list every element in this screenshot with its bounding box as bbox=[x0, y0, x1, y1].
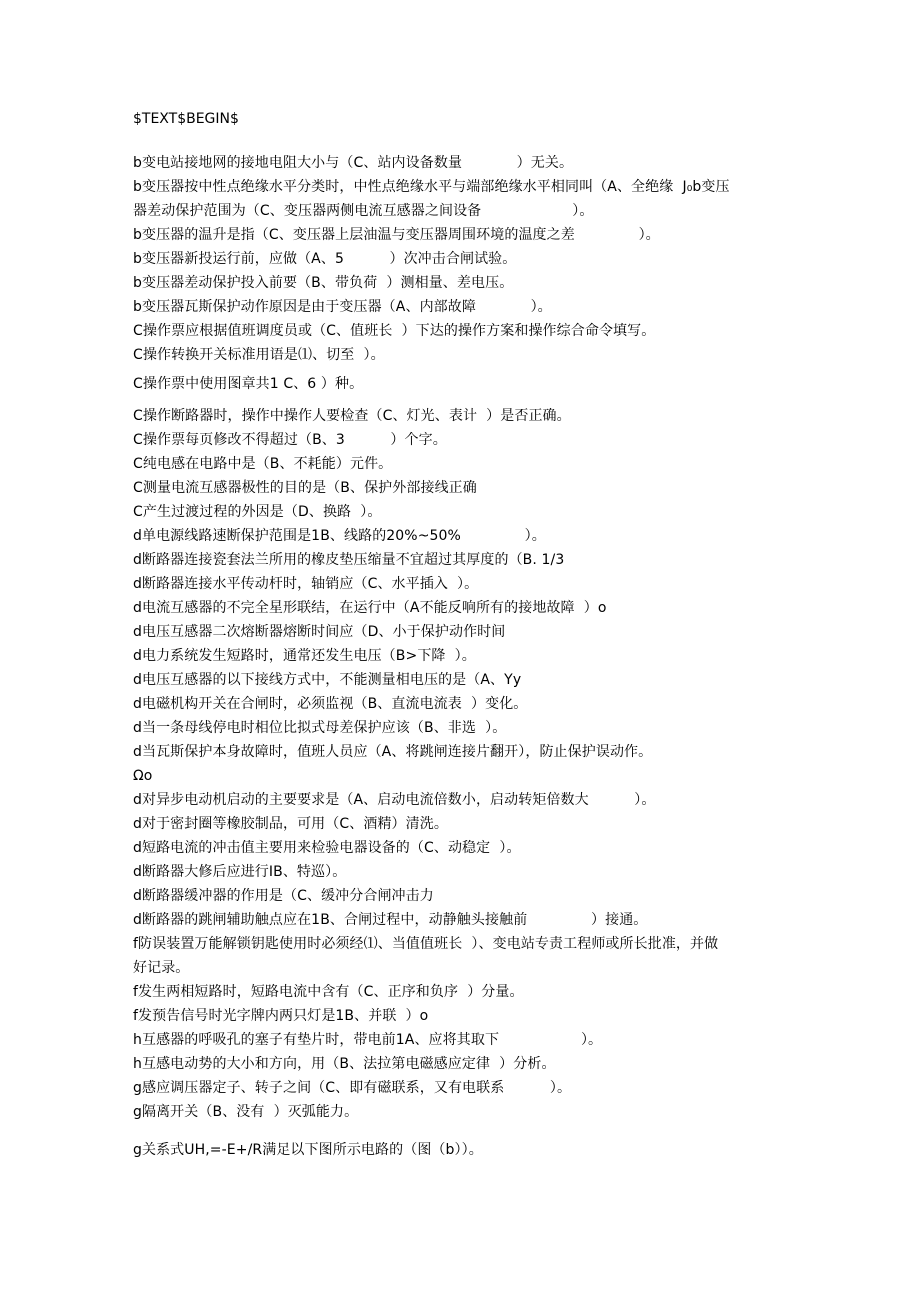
question-line: d当一条母线停电时相位比拟式母差保护应该（B、非选 ）。 bbox=[133, 720, 507, 736]
question-line: d电压互感器的以下接线方式中，不能测量相电压的是（A、Yy bbox=[133, 672, 522, 688]
question-line: d断路器连接瓷套法兰所用的橡皮垫压缩量不宜超过其厚度的（B. 1/3 bbox=[133, 552, 565, 568]
question-line: C测量电流互感器极性的目的是（B、保护外部接线正确 bbox=[133, 480, 477, 496]
question-line: C操作转换开关标准用语是⑴、切至 ）。 bbox=[133, 347, 385, 363]
question-line: C操作票中使用图章共1 C、6 ）种。 bbox=[133, 376, 364, 392]
question-line: d电流互感器的不完全星形联结，在运行中（A不能反响所有的接地故障 ）o bbox=[133, 600, 607, 616]
question-line: d电压互感器二次熔断器熔断时间应（D、小于保护动作时间 bbox=[133, 624, 506, 640]
question-line: C操作票每页修改不得超过（B、3 ）个字。 bbox=[133, 432, 447, 448]
question-line: d断路器连接水平传动杆时，轴销应（C、水平插入 ）。 bbox=[133, 576, 479, 592]
question-line: d短路电流的冲击值主要用来检验电器设备的（C、动稳定 ）。 bbox=[133, 840, 521, 856]
question-line: g感应调压器定子、转子之间（C、即有磁联系，又有电联系 ）。 bbox=[133, 1080, 572, 1096]
question-line: d对异步电动机启动的主要要求是（A、启动电流倍数小，启动转矩倍数大 ）。 bbox=[133, 792, 656, 808]
question-line: C操作票应根据值班调度员或（C、值班长 ）下达的操作方案和操作综合命令填写。 bbox=[133, 323, 656, 339]
question-line: d电力系统发生短路时，通常还发生电压（B>下降 ）。 bbox=[133, 648, 476, 664]
question-line: d对于密封圈等橡胶制品，可用（C、酒精）清洗。 bbox=[133, 816, 448, 832]
question-line: Ωo bbox=[133, 768, 153, 784]
question-line: d电磁机构开关在合闸时，必须监视（B、直流电流表 ）变化。 bbox=[133, 696, 528, 712]
question-line: C操作断路器时，操作中操作人要检查（C、灯光、表计 ）是否正确。 bbox=[133, 408, 571, 424]
question-line: d断路器缓冲器的作用是（C、缓冲分合闸冲击力 bbox=[133, 888, 434, 904]
question-line: g隔离开关（B、没有 ）灭弧能力。 bbox=[133, 1104, 359, 1120]
question-line: b变压器的温升是指（C、变压器上层油温与变压器周围环境的温度之差 ）。 bbox=[133, 227, 660, 243]
question-line: h互感器的呼吸孔的塞子有垫片时，带电前1A、应将其取下 ）。 bbox=[133, 1032, 603, 1048]
question-line: f防误装置万能解锁钥匙使用时必须经⑴、当值值班长 ）、变电站专责工程师或所长批准，并做 bbox=[133, 936, 719, 952]
text-begin-marker: $TEXT$BEGIN$ bbox=[133, 111, 239, 127]
question-line: h互感电动势的大小和方向，用（B、法拉第电磁感应定律 ）分析。 bbox=[133, 1056, 556, 1072]
question-line: g关系式UH,=-E+/R满足以下图所示电路的（图（b））。 bbox=[133, 1142, 483, 1158]
question-line: C纯电感在电路中是（B、不耗能）元件。 bbox=[133, 456, 393, 472]
question-line: f发预告信号时光字牌内两只灯是1B、并联 ）o bbox=[133, 1008, 429, 1024]
question-line: C产生过渡过程的外因是（D、换路 ）。 bbox=[133, 504, 382, 520]
question-line: b变压器差动保护投入前要（B、带负荷 ）测相量、差电压。 bbox=[133, 275, 514, 291]
question-line: 器差动保护范围为（C、变压器两侧电流互感器之间设备 ）。 bbox=[133, 203, 594, 219]
question-line: b变电站接地网的接地电阻大小与（C、站内设备数量 ）无关。 bbox=[133, 155, 574, 171]
question-line: 好记录。 bbox=[133, 960, 190, 976]
question-line: b变压器按中性点绝缘水平分类时，中性点绝缘水平与端部绝缘水平相同叫（A、全绝缘 J₀b变压 bbox=[133, 179, 730, 195]
question-line: d单电源线路速断保护范围是1B、线路的20%~50% ）。 bbox=[133, 528, 546, 544]
question-line: d断路器大修后应进行IB、特巡）。 bbox=[133, 864, 347, 880]
question-line: b变压器瓦斯保护动作原因是由于变压器（A、内部故障 ）。 bbox=[133, 299, 552, 315]
question-line: d断路器的跳闸辅助触点应在1B、合闸过程中，动静触头接触前 ）接通。 bbox=[133, 912, 648, 928]
question-line: f发生两相短路时，短路电流中含有（C、正序和负序 ）分量。 bbox=[133, 984, 524, 1000]
question-line: b变压器新投运行前，应做（A、5 ）次冲击合闸试验。 bbox=[133, 251, 517, 267]
question-line: d当瓦斯保护本身故障时，值班人员应（A、将跳闸连接片翻开），防止保护误动作。 bbox=[133, 744, 653, 760]
